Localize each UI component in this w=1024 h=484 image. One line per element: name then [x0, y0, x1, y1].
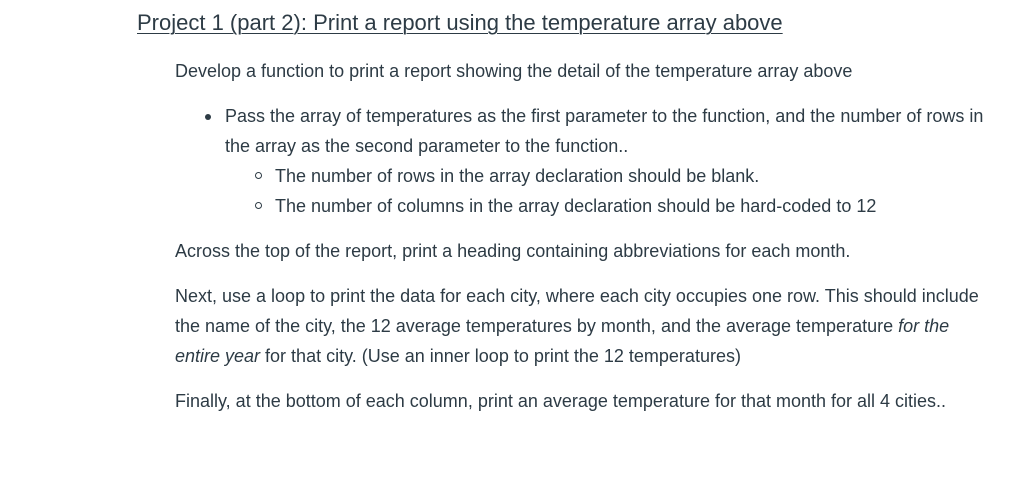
loop-text-before: Next, use a loop to print the data for each city, where each city occupies one row. This should include the name of the city, the 12 average temperatures by month, and the average temperature — [175, 286, 979, 336]
bullet-text: Pass the array of temperatures as the first parameter to the function, and the number of rows in the array as the second parameter to the function.. — [225, 106, 984, 156]
sub-list-item: The number of columns in the array declaration should be hard-coded to 12 — [275, 191, 995, 221]
sub-requirements-list — [225, 161, 995, 221]
emphasis-text: for the entire year — [175, 316, 950, 366]
loop-text-after: for that city. (Use an inner loop to print the 12 temperatures) — [260, 346, 741, 366]
assignment-body — [175, 56, 995, 416]
loop-paragraph — [175, 281, 995, 371]
requirements-list — [175, 101, 995, 221]
list-item — [225, 101, 995, 221]
final-paragraph: Finally, at the bottom of each column, print an average temperature for that month for all 4 cities.. — [175, 391, 947, 411]
intro-paragraph: Develop a function to print a report showing the detail of the temperature array above — [175, 61, 853, 81]
page-title: Project 1 (part 2): Print a report using the temperature array above — [137, 10, 783, 35]
heading-paragraph: Across the top of the report, print a heading containing abbreviations for each month. — [175, 241, 851, 261]
sub-list-item: The number of rows in the array declaration should be blank. — [275, 161, 995, 191]
